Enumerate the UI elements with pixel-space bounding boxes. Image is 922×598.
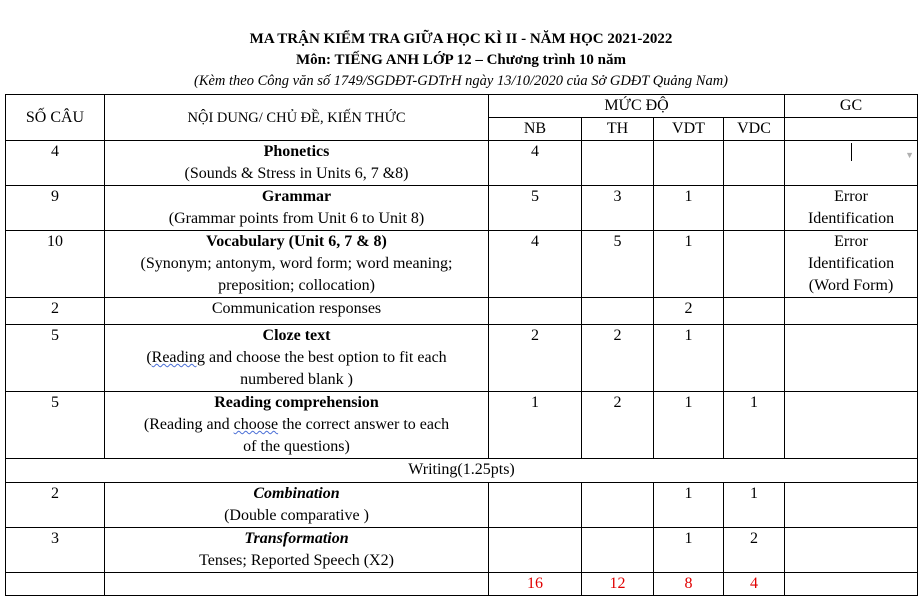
gc-cell <box>785 528 918 573</box>
content-cell <box>105 186 489 231</box>
col-gc-subheader <box>785 118 918 141</box>
topic-desc: preposition; collocation) <box>218 277 375 294</box>
th-cell <box>582 298 654 325</box>
header-row-1 <box>6 95 918 118</box>
so-cau-cell: 5 <box>6 325 105 392</box>
vdt-cell: 1 <box>654 325 724 392</box>
th-cell <box>582 141 654 186</box>
gc-cell <box>785 186 918 231</box>
topic-title: Communication responses <box>105 298 489 325</box>
vdt-cell: 2 <box>654 298 724 325</box>
vdt-cell <box>654 141 724 186</box>
desc-text: (Reading and <box>143 416 234 433</box>
content-cell <box>105 483 489 528</box>
gc-cell <box>785 298 918 325</box>
gc-cell <box>785 392 918 459</box>
writing-section-title: Writing(1.25pts) <box>6 459 918 483</box>
so-cau-cell: 9 <box>6 186 105 231</box>
gc-line: Error <box>834 188 868 205</box>
totals-empty-cell <box>6 573 105 596</box>
totals-empty-cell <box>785 573 918 596</box>
topic-title: Phonetics <box>263 143 330 160</box>
col-nb-header: NB <box>489 118 582 141</box>
nb-cell <box>489 528 582 573</box>
totals-empty-cell <box>105 573 489 596</box>
vdc-cell: 1 <box>724 483 785 528</box>
th-cell <box>582 528 654 573</box>
vdc-cell <box>724 231 785 298</box>
topic-desc <box>108 347 485 369</box>
nb-cell: 2 <box>489 325 582 392</box>
row-totals <box>6 573 918 596</box>
so-cau-cell: 5 <box>6 392 105 459</box>
row-grammar <box>6 186 918 231</box>
document-subtitle: Môn: TIẾNG ANH LỚP 12 – Chương trình 10 năm <box>296 52 626 68</box>
col-gc-header: GC <box>785 95 918 118</box>
gc-cell-editing[interactable] <box>785 141 918 186</box>
desc-text: and choose the best option to fit each <box>204 349 447 366</box>
row-phonetics <box>6 141 918 186</box>
so-cau-cell: 2 <box>6 298 105 325</box>
nb-cell <box>489 298 582 325</box>
topic-title: Combination <box>253 485 340 502</box>
topic-title: Cloze text <box>262 327 331 344</box>
row-reading <box>6 392 918 459</box>
nb-cell: 4 <box>489 231 582 298</box>
th-cell: 2 <box>582 392 654 459</box>
desc-text: the correct answer to each <box>278 416 450 433</box>
th-cell: 3 <box>582 186 654 231</box>
nb-cell: 5 <box>489 186 582 231</box>
so-cau-cell: 4 <box>6 141 105 186</box>
row-writing-header <box>6 459 918 483</box>
col-noi-dung-header: NỘI DUNG/ CHỦ ĐỀ, KIẾN THỨC <box>105 95 489 141</box>
gc-line: Identification <box>807 210 895 227</box>
document-title: MA TRẬN KIỂM TRA GIỮA HỌC KÌ II - NĂM HỌC 2021-2022 <box>249 31 673 47</box>
topic-title: Transformation <box>244 530 349 547</box>
content-cell <box>105 392 489 459</box>
total-nb: 16 <box>489 573 582 596</box>
row-vocabulary <box>6 231 918 298</box>
spellcheck-word[interactable]: choose <box>233 416 279 433</box>
vdc-cell: 1 <box>724 392 785 459</box>
vdt-cell: 1 <box>654 186 724 231</box>
topic-desc <box>108 414 485 436</box>
col-vdt-header: VDT <box>654 118 724 141</box>
topic-title: Reading comprehension <box>214 394 379 411</box>
col-so-cau-header: SỐ CÂU <box>6 95 105 141</box>
topic-desc: (Sounds & Stress in Units 6, 7 &8) <box>184 165 409 182</box>
row-communication <box>6 298 918 325</box>
so-cau-cell: 10 <box>6 231 105 298</box>
topic-desc: numbered blank ) <box>240 371 353 388</box>
nb-cell: 1 <box>489 392 582 459</box>
topic-title: Grammar <box>261 188 332 205</box>
row-combination <box>6 483 918 528</box>
row-cloze <box>6 325 918 392</box>
nb-cell <box>489 483 582 528</box>
vdc-cell <box>724 325 785 392</box>
th-cell: 2 <box>582 325 654 392</box>
gc-line: Error <box>834 233 868 250</box>
so-cau-cell: 2 <box>6 483 105 528</box>
th-cell <box>582 483 654 528</box>
content-cell <box>105 528 489 573</box>
col-vdc-header: VDC <box>724 118 785 141</box>
so-cau-cell: 3 <box>6 528 105 573</box>
dropdown-arrow-icon[interactable]: ▼ <box>905 150 915 160</box>
nb-cell: 4 <box>489 141 582 186</box>
topic-title: Vocabulary (Unit 6, 7 & 8) <box>206 233 387 250</box>
gc-line: Identification <box>807 255 895 272</box>
topic-desc: (Grammar points from Unit 6 to Unit 8) <box>168 210 425 227</box>
th-cell: 5 <box>582 231 654 298</box>
gc-line: (Word Form) <box>808 277 894 294</box>
total-th: 12 <box>582 573 654 596</box>
vdc-cell <box>724 298 785 325</box>
vdc-cell: 2 <box>724 528 785 573</box>
content-cell <box>105 325 489 392</box>
vdt-cell: 1 <box>654 528 724 573</box>
vdc-cell <box>724 141 785 186</box>
topic-desc: of the questions) <box>243 438 350 455</box>
col-muc-do-header: MỨC ĐỘ <box>489 95 785 118</box>
text-cursor <box>851 143 852 161</box>
vdc-cell <box>724 186 785 231</box>
exam-matrix-table <box>5 94 918 596</box>
desc-open-paren: ( <box>146 349 152 366</box>
row-transformation <box>6 528 918 573</box>
vdt-cell: 1 <box>654 483 724 528</box>
gc-cell <box>785 325 918 392</box>
vdt-cell: 1 <box>654 231 724 298</box>
gc-cell <box>785 231 918 298</box>
document-note: (Kèm theo Công văn số 1749/SGDĐT-GDTrH ngày 13/10/2020 của Sở GDĐT Quảng Nam) <box>193 73 729 89</box>
content-cell <box>105 141 489 186</box>
total-vdt: 8 <box>654 573 724 596</box>
gc-cell <box>785 483 918 528</box>
topic-desc: Tenses; Reported Speech (X2) <box>199 552 394 569</box>
total-vdc: 4 <box>724 573 785 596</box>
topic-desc: (Double comparative ) <box>224 507 369 524</box>
vdt-cell: 1 <box>654 392 724 459</box>
col-th-header: TH <box>582 118 654 141</box>
spellcheck-word[interactable]: Reading <box>151 349 205 366</box>
topic-desc: (Synonym; antonym, word form; word meaning; <box>140 255 453 272</box>
content-cell <box>105 231 489 298</box>
